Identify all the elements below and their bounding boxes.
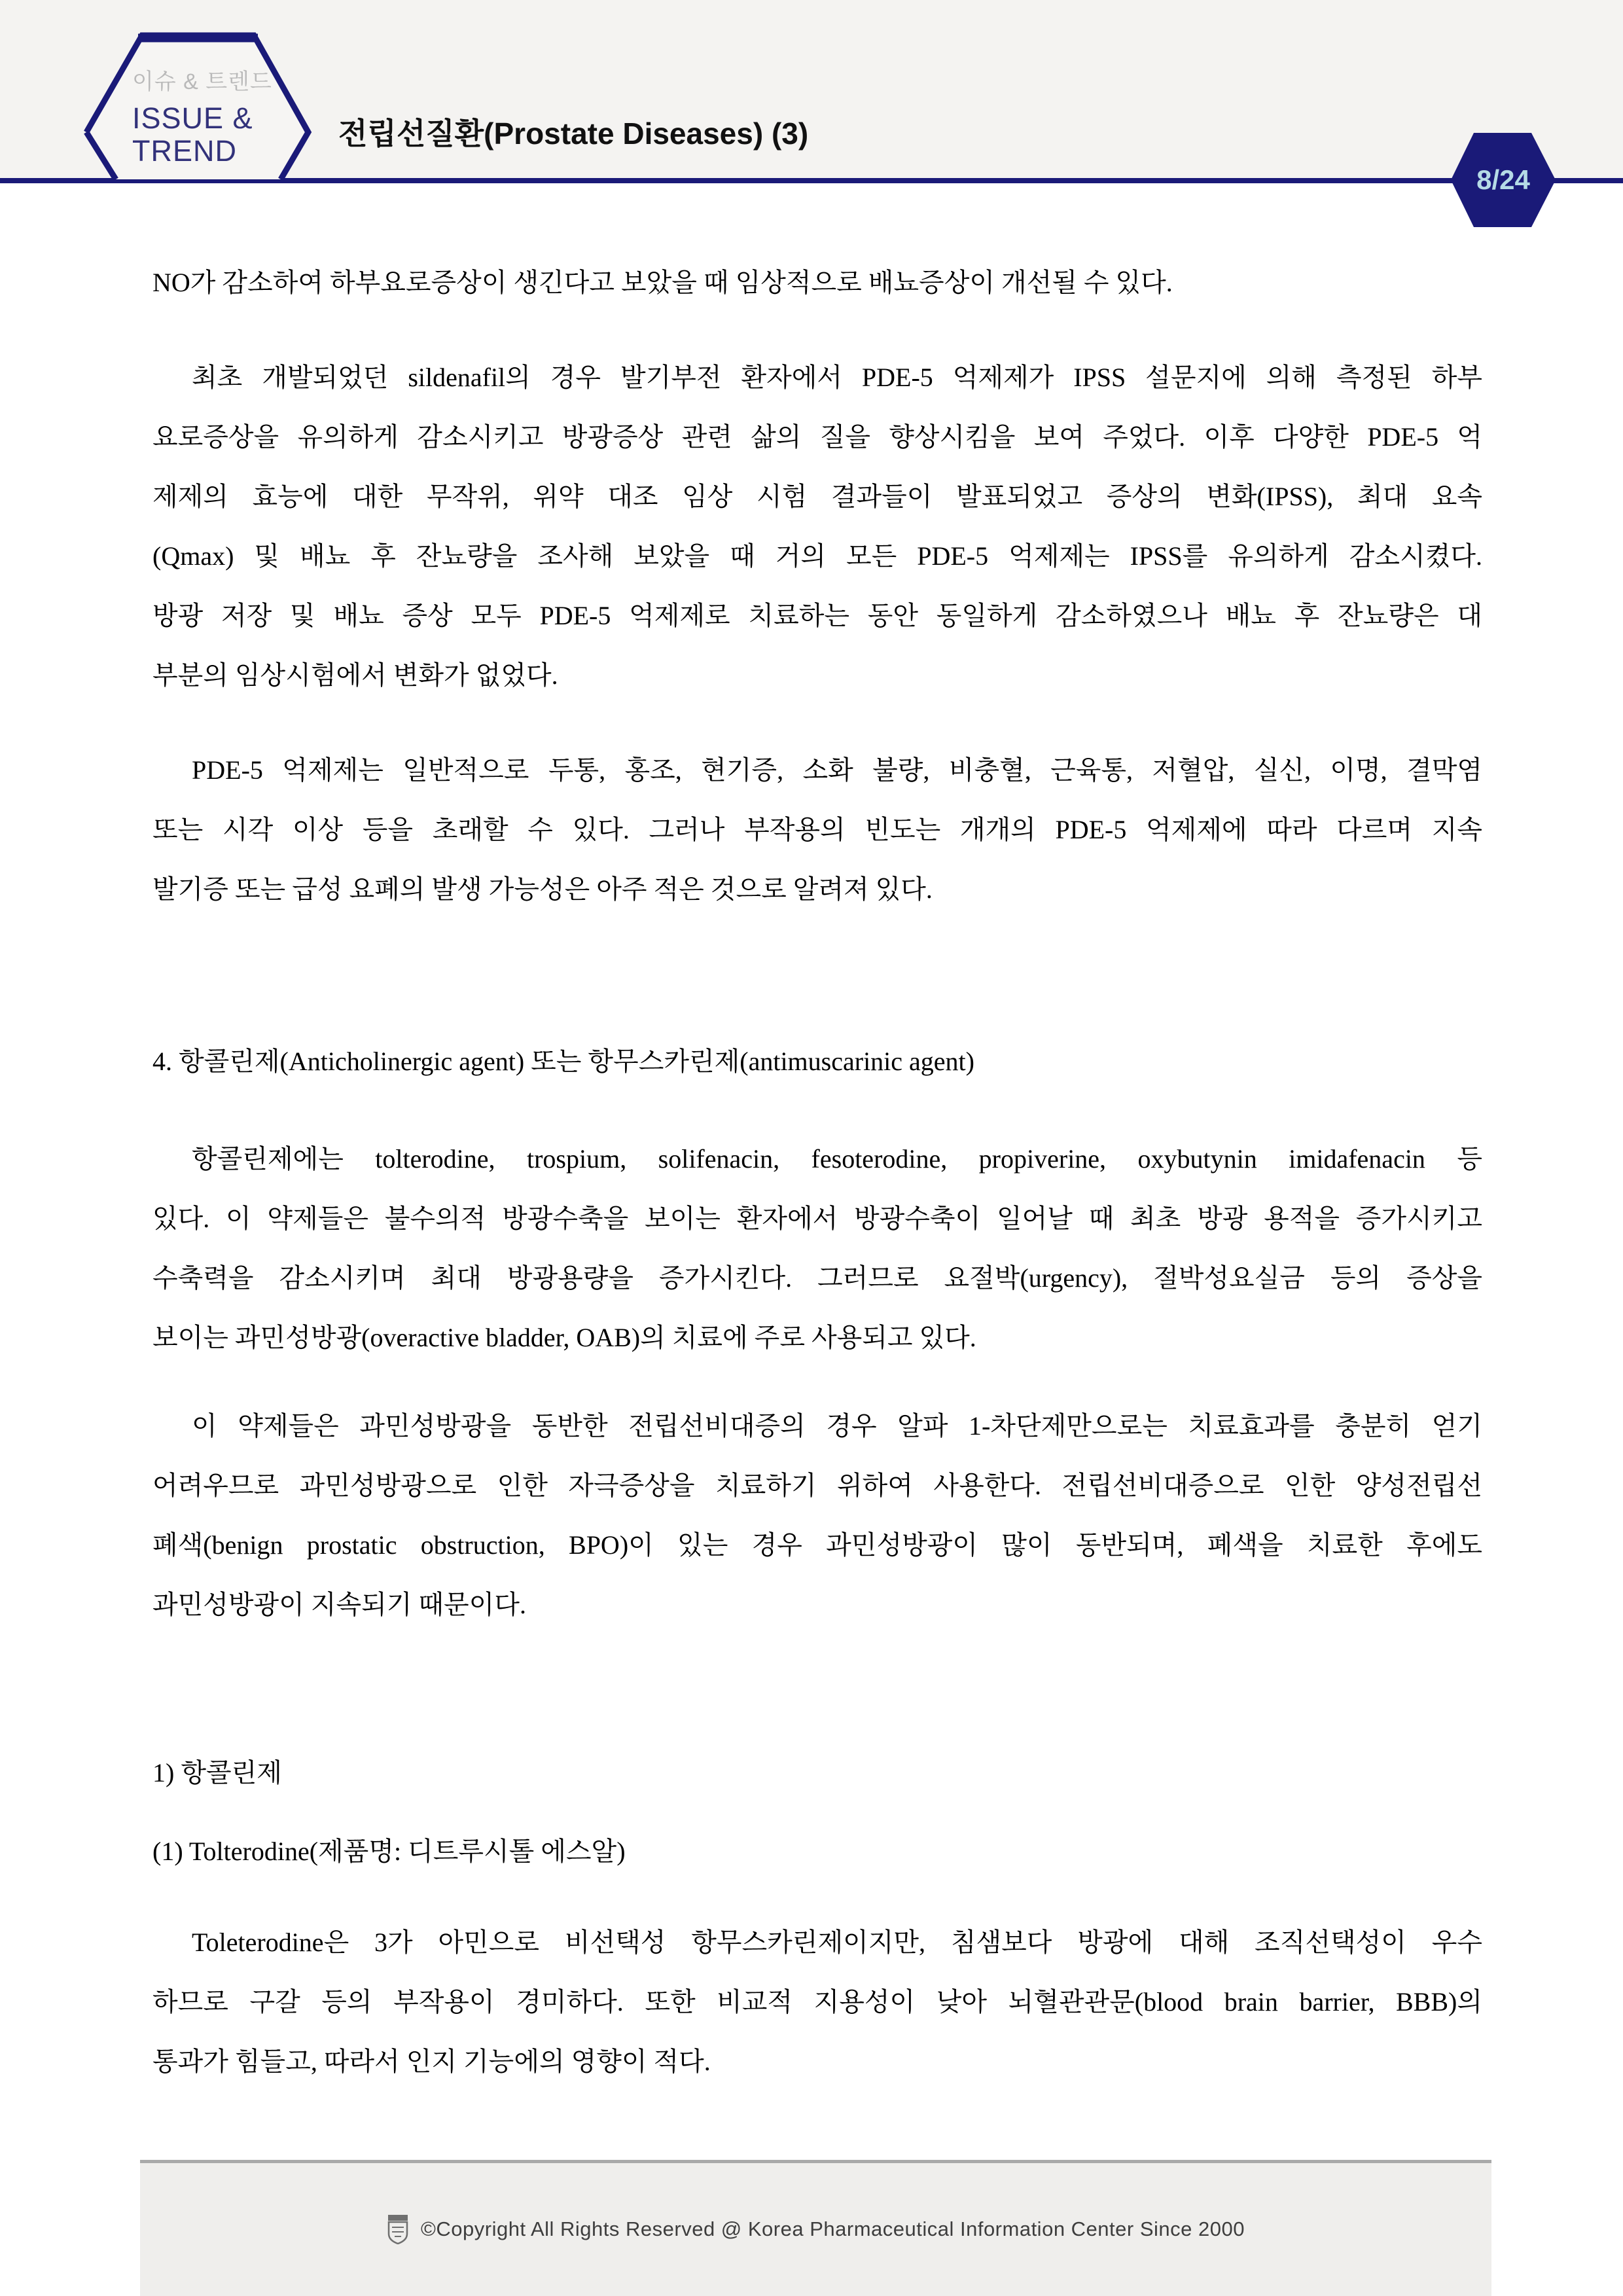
kpic-crest-icon — [387, 2214, 409, 2244]
document-body — [152, 253, 1482, 2091]
text-line: 요로증상을 유의하게 감소시키고 방광증상 관련 삶의 질을 향상시킴을 보여 주었다. 이후 다양한 PDE-5 억 — [152, 422, 1482, 452]
paragraph — [152, 1912, 1482, 2091]
text-line: 하므로 구갈 등의 부작용이 경미하다. 또한 비교적 지용성이 낮아 뇌혈관관문(blood brain barrier, BBB)의 — [152, 1987, 1482, 2017]
page-number-badge: 8/24 — [1476, 164, 1530, 195]
text-line: 폐색(benign prostatic obstruction, BPO)이 있는 경우 과민성방광이 많이 동반되며, 폐색을 치료한 후에도 — [152, 1530, 1482, 1560]
heading — [152, 1031, 1482, 1091]
text-line: 수축력을 감소시키며 최대 방광용량을 증가시킨다. 그러므로 요절박(urgency), 절박성요실금 등의 증상을 — [152, 1263, 1482, 1293]
text-line: 항콜린제에는 tolterodine, trospium, solifenacin, fesoterodine, propiverine, oxybutynin imidafenacin 등 — [192, 1144, 1482, 1174]
logo-english-label-1: ISSUE & — [132, 101, 253, 135]
footer-content — [140, 2214, 1491, 2244]
text-line: (1) Tolterodine(제품명: 디트루시톨 에스알) — [152, 1837, 626, 1866]
text-line: 어려우므로 과민성방광으로 인한 자극증상을 치료하기 위하여 사용한다. 전립선비대증으로 인한 양성전립선 — [152, 1471, 1482, 1500]
page-number-hexagon-icon — [0, 0, 1623, 236]
text-line: 제제의 효능에 대한 무작위, 위약 대조 임상 시험 결과들이 발표되었고 증상의 변화(IPSS), 최대 요속 — [152, 482, 1482, 511]
text-line: Toleterodine은 3가 아민으로 비선택성 항무스카린제이지만, 침샘보다 방광에 대해 조직선택성이 우수 — [192, 1928, 1482, 1957]
text-line: (Qmax) 및 배뇨 후 잔뇨량을 조사해 보았을 때 거의 모든 PDE-5 억제제는 IPSS를 유의하게 감소시켰다. — [152, 541, 1482, 571]
paragraph — [152, 740, 1482, 919]
text-line: 최초 개발되었던 sildenafil의 경우 발기부전 환자에서 PDE-5 억제제가 IPSS 설문지에 의해 측정된 하부 — [192, 363, 1482, 392]
heading — [152, 1743, 1482, 1803]
paragraph — [152, 1129, 1482, 1367]
paragraph — [152, 1396, 1482, 1634]
text-line: NO가 감소하여 하부요로증상이 생긴다고 보았을 때 임상적으로 배뇨증상이 개선될 수 있다. — [152, 268, 1173, 297]
text-line: 있다. 이 약제들은 불수의적 방광수축을 보이는 환자에서 방광수축이 일어날 때 최초 방광 용적을 증가시키고 — [152, 1204, 1482, 1233]
text-line: 부분의 임상시험에서 변화가 없었다. — [152, 660, 558, 690]
page-title: 전립선질환(Prostate Diseases) (3) — [338, 117, 809, 151]
text-line: 방광 저장 및 배뇨 증상 모두 PDE-5 억제제로 치료하는 동안 동일하게 감소하였으나 배뇨 후 잔뇨량은 대 — [152, 601, 1482, 630]
logo-korean-label: 이슈 & 트렌드 — [132, 69, 272, 94]
copyright-text: ©Copyright All Rights Reserved @ Korea Pharmaceutical Information Center Since 2000 — [421, 2217, 1245, 2240]
text-line: 이 약제들은 과민성방광을 동반한 전립선비대증의 경우 알파 1-차단제만으로는 치료효과를 충분히 얻기 — [192, 1411, 1482, 1441]
paragraph — [152, 348, 1482, 705]
text-line: 또는 시각 이상 등을 초래할 수 있다. 그러나 부작용의 빈도는 개개의 PDE-5 억제제에 따라 다르며 지속 — [152, 815, 1482, 844]
text-line: PDE-5 억제제는 일반적으로 두통, 홍조, 현기증, 소화 불량, 비충혈, 근육통, 저혈압, 실신, 이명, 결막염 — [192, 755, 1482, 785]
heading — [152, 1821, 1482, 1881]
text-line: 보이는 과민성방광(overactive bladder, OAB)의 치료에 주로 사용되고 있다. — [152, 1323, 976, 1352]
footer-bar — [140, 2160, 1491, 2296]
text-line: 통과가 힘들고, 따라서 인지 기능에의 영향이 적다. — [152, 2047, 711, 2076]
logo-english-label-2: TREND — [132, 134, 237, 168]
text-line: 4. 항콜린제(Anticholinergic agent) 또는 항무스카린제(antimuscarinic agent) — [152, 1047, 974, 1076]
text-line: 발기증 또는 급성 요폐의 발생 가능성은 아주 적은 것으로 알려져 있다. — [152, 874, 933, 904]
text-line: 1) 항콜린제 — [152, 1758, 282, 1787]
text-line: 과민성방광이 지속되기 때문이다. — [152, 1590, 526, 1619]
paragraph — [152, 253, 1482, 312]
